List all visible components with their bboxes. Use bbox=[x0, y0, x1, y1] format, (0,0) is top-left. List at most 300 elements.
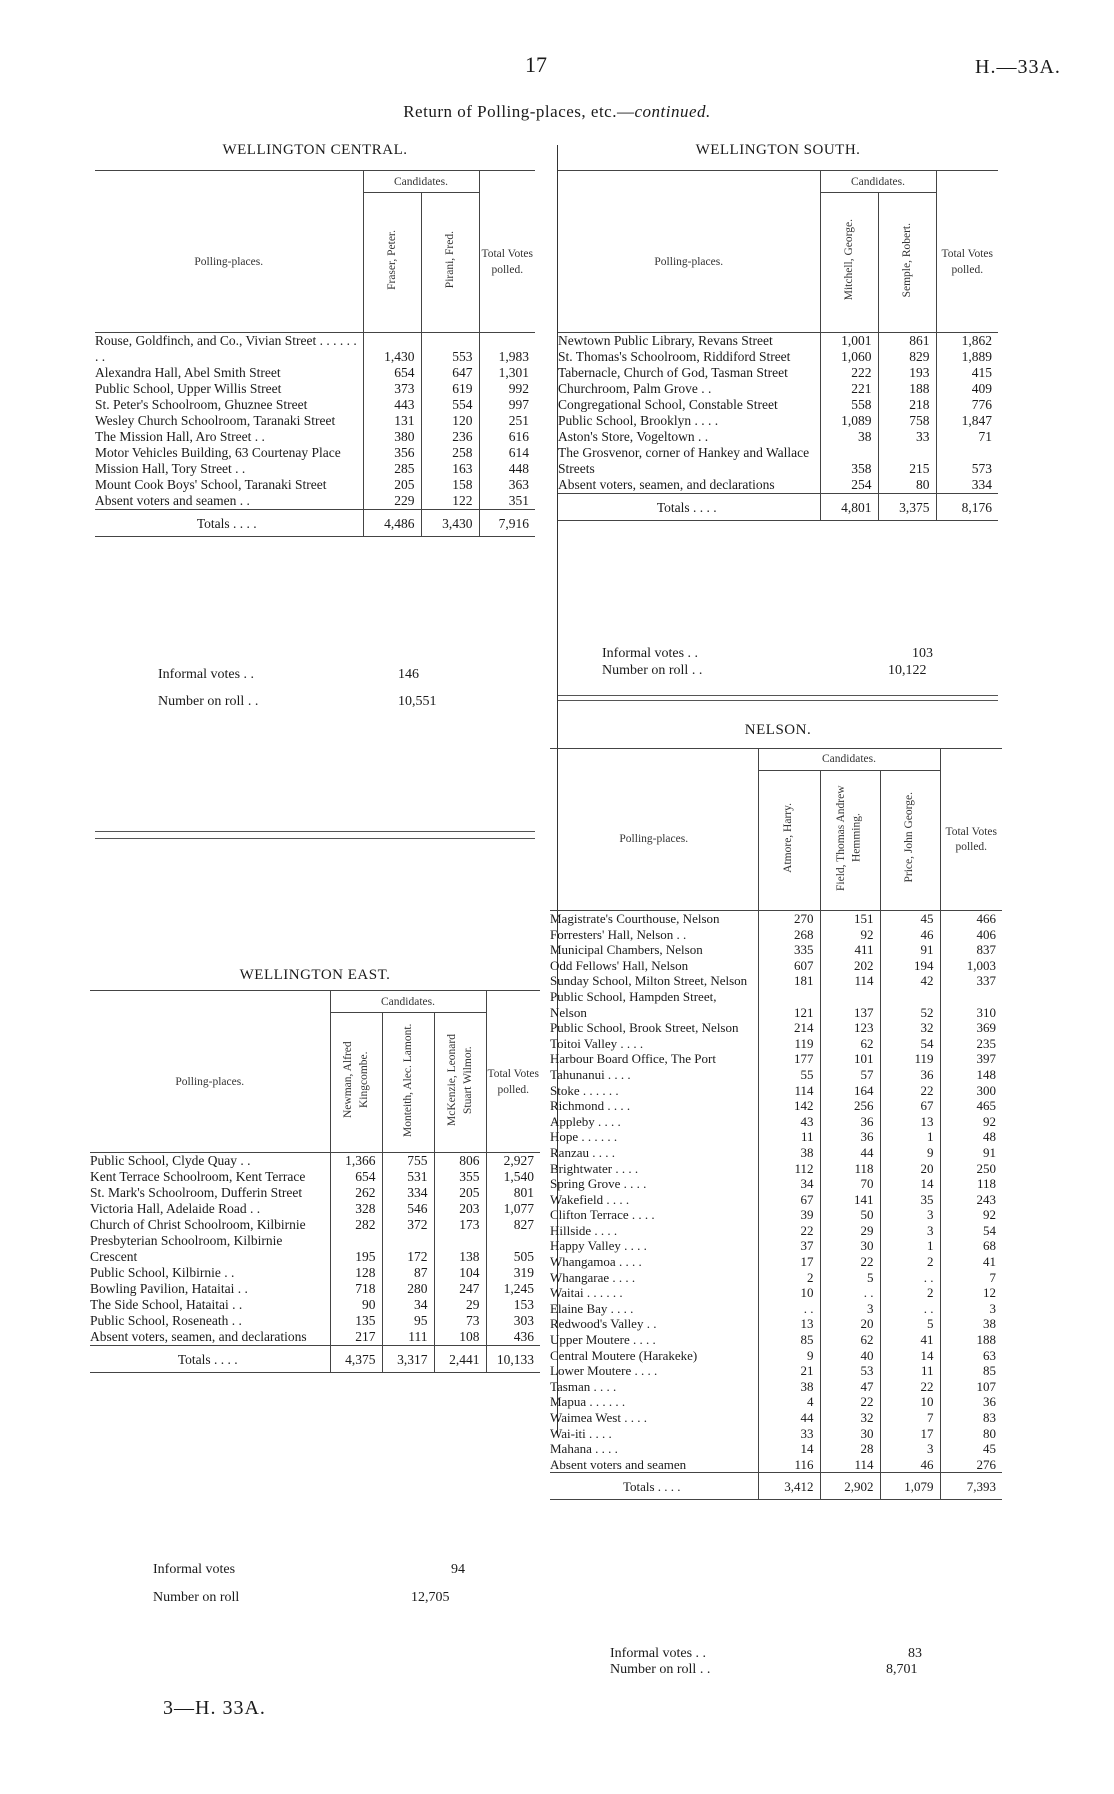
vote-cell: 30 bbox=[820, 1238, 880, 1254]
table-row bbox=[90, 1185, 540, 1201]
table-row bbox=[550, 1301, 1002, 1317]
polling-place: Wesley Church Schoolroom, Taranaki Street bbox=[95, 413, 336, 428]
total-cell: 80 bbox=[940, 1426, 1002, 1442]
candidate-header: Mitchell, George. bbox=[820, 193, 878, 333]
vote-cell: 172 bbox=[382, 1233, 434, 1265]
wellington-east-table bbox=[90, 990, 540, 1373]
vote-cell: 9 bbox=[758, 1348, 820, 1364]
table-row bbox=[550, 1098, 1002, 1114]
vote-cell: 70 bbox=[820, 1176, 880, 1192]
vote-cell: 20 bbox=[820, 1316, 880, 1332]
vote-cell: 214 bbox=[758, 1020, 820, 1036]
vote-cell: 256 bbox=[820, 1098, 880, 1114]
empty-header bbox=[95, 171, 363, 193]
table-row bbox=[95, 333, 535, 366]
vote-cell: 202 bbox=[820, 958, 880, 974]
table-row bbox=[95, 445, 535, 461]
total-cell: 397 bbox=[940, 1051, 1002, 1067]
vote-cell: 29 bbox=[820, 1223, 880, 1239]
polling-place: Presbyterian Schoolroom, Kilbirnie Crescent bbox=[90, 1233, 283, 1264]
vote-cell: 108 bbox=[434, 1329, 486, 1346]
totals-row bbox=[90, 1346, 540, 1373]
vote-cell: 114 bbox=[820, 1457, 880, 1473]
totals-cell: 7,393 bbox=[940, 1473, 1002, 1500]
polling-place: Sunday School, Milton Street, Nelson bbox=[550, 973, 748, 989]
total-cell: 337 bbox=[940, 973, 1002, 989]
total-cell: 38 bbox=[940, 1316, 1002, 1332]
vote-cell: 37 bbox=[758, 1238, 820, 1254]
table-row bbox=[550, 1051, 1002, 1067]
total-votes-header: Total Votes polled. bbox=[479, 193, 535, 333]
polling-place: Church of Christ Schoolroom, Kilbirnie bbox=[90, 1217, 306, 1232]
vote-cell: 29 bbox=[434, 1297, 486, 1313]
vote-cell: 194 bbox=[880, 958, 940, 974]
vote-cell: 14 bbox=[758, 1441, 820, 1457]
table-row bbox=[95, 365, 535, 381]
heading-main: Return of Polling-places, etc.— bbox=[403, 102, 635, 121]
vote-cell: 215 bbox=[878, 445, 936, 477]
candidates-header: Candidates. bbox=[363, 171, 479, 193]
vote-cell: 654 bbox=[363, 365, 421, 381]
table-row bbox=[550, 927, 1002, 943]
vote-cell: 3 bbox=[880, 1207, 940, 1223]
polling-place: Redwood's Valley . . bbox=[550, 1316, 657, 1332]
total-cell: 616 bbox=[479, 429, 535, 445]
total-cell: 310 bbox=[940, 989, 1002, 1020]
vote-cell: 236 bbox=[421, 429, 479, 445]
table-row bbox=[550, 1145, 1002, 1161]
polling-place: Clifton Terrace . . . . bbox=[550, 1207, 655, 1223]
vote-cell: 54 bbox=[880, 1036, 940, 1052]
vote-cell: 33 bbox=[878, 429, 936, 445]
vote-cell: 43 bbox=[758, 1114, 820, 1130]
candidate-header: McKenzie, Leonard Stuart Wilmor. bbox=[434, 1013, 486, 1153]
vote-cell: 104 bbox=[434, 1265, 486, 1281]
total-cell: 7 bbox=[940, 1270, 1002, 1286]
rule bbox=[558, 695, 998, 696]
vote-cell: 87 bbox=[382, 1265, 434, 1281]
total-cell: 153 bbox=[486, 1297, 540, 1313]
table-row bbox=[95, 429, 535, 445]
total-cell: 251 bbox=[479, 413, 535, 429]
vote-cell: 358 bbox=[820, 445, 878, 477]
vote-cell: 2 bbox=[880, 1254, 940, 1270]
wellington-south-table bbox=[558, 170, 998, 521]
vote-cell: 3 bbox=[880, 1441, 940, 1457]
vote-cell: 121 bbox=[758, 989, 820, 1020]
table-row bbox=[90, 1169, 540, 1185]
vote-cell: 85 bbox=[758, 1332, 820, 1348]
polling-place: Aston's Store, Vogeltown . . bbox=[558, 429, 709, 444]
vote-cell: 118 bbox=[820, 1161, 880, 1177]
polling-place: Spring Grove . . . . bbox=[550, 1176, 647, 1192]
vote-cell: 1,001 bbox=[820, 333, 878, 350]
total-cell: 827 bbox=[486, 1217, 540, 1233]
polling-place: Mapua . . . . . . bbox=[550, 1394, 626, 1410]
candidate-header: Fraser, Peter. bbox=[363, 193, 421, 333]
vote-cell: 181 bbox=[758, 973, 820, 989]
total-cell: 1,077 bbox=[486, 1201, 540, 1217]
totals-cell: 3,375 bbox=[878, 494, 936, 521]
vote-cell: 411 bbox=[820, 942, 880, 958]
vote-cell: 11 bbox=[880, 1363, 940, 1379]
table-row bbox=[90, 1313, 540, 1329]
vote-cell: 101 bbox=[820, 1051, 880, 1067]
vote-cell: 2 bbox=[880, 1285, 940, 1301]
vote-cell: 44 bbox=[820, 1145, 880, 1161]
table-row bbox=[95, 413, 535, 429]
totals-cell: 3,317 bbox=[382, 1346, 434, 1373]
table-row bbox=[558, 381, 998, 397]
vote-cell: 10 bbox=[758, 1285, 820, 1301]
vote-cell: . . bbox=[820, 1285, 880, 1301]
vote-cell: 7 bbox=[880, 1410, 940, 1426]
total-cell: 992 bbox=[479, 381, 535, 397]
table-row bbox=[550, 1394, 1002, 1410]
vote-cell: 1 bbox=[880, 1129, 940, 1145]
vote-cell: 53 bbox=[820, 1363, 880, 1379]
vote-cell: 120 bbox=[421, 413, 479, 429]
table-row bbox=[550, 1176, 1002, 1192]
table-row bbox=[95, 493, 535, 510]
total-cell: 1,862 bbox=[936, 333, 998, 350]
central-informal: Informal votes . . 146 bbox=[158, 667, 419, 682]
vote-cell: 193 bbox=[878, 365, 936, 381]
vote-cell: 128 bbox=[330, 1265, 382, 1281]
vote-cell: 217 bbox=[330, 1329, 382, 1346]
vote-cell: 38 bbox=[758, 1145, 820, 1161]
polling-place: Bowling Pavilion, Hataitai . . bbox=[90, 1281, 248, 1296]
polling-place: Richmond . . . . bbox=[550, 1098, 631, 1114]
vote-cell: 1,430 bbox=[363, 333, 421, 366]
vote-cell: 203 bbox=[434, 1201, 486, 1217]
table-row bbox=[550, 942, 1002, 958]
vote-cell: 443 bbox=[363, 397, 421, 413]
table-row bbox=[558, 397, 998, 413]
nelson-table bbox=[550, 748, 1002, 1500]
vote-cell: 114 bbox=[820, 973, 880, 989]
table-row bbox=[550, 1348, 1002, 1364]
table-row bbox=[550, 911, 1002, 927]
polling-place: Central Moutere (Harakeke) bbox=[550, 1347, 698, 1363]
totals-row bbox=[95, 510, 535, 537]
candidate-header: Price, John George. bbox=[880, 771, 940, 911]
vote-cell: 380 bbox=[363, 429, 421, 445]
vote-cell: 258 bbox=[421, 445, 479, 461]
totals-cell: 3,430 bbox=[421, 510, 479, 537]
page-signature: 3—H. 33A. bbox=[163, 1697, 266, 1719]
vote-cell: 50 bbox=[820, 1207, 880, 1223]
vote-cell: 123 bbox=[820, 1020, 880, 1036]
polling-place: The Grosvenor, corner of Hankey and Wallace Streets bbox=[558, 445, 810, 476]
vote-cell: 372 bbox=[382, 1217, 434, 1233]
nelson-roll: Number on roll . . 8,701 bbox=[610, 1662, 918, 1677]
vote-cell: 647 bbox=[421, 365, 479, 381]
vote-cell: 22 bbox=[758, 1223, 820, 1239]
vote-cell: 46 bbox=[880, 1457, 940, 1473]
total-cell: 107 bbox=[940, 1379, 1002, 1395]
page-number: 17 bbox=[525, 52, 547, 77]
vote-cell: 36 bbox=[880, 1067, 940, 1083]
vote-cell: 122 bbox=[421, 493, 479, 510]
total-cell: 334 bbox=[936, 477, 998, 494]
vote-cell: 131 bbox=[363, 413, 421, 429]
vote-cell: 188 bbox=[878, 381, 936, 397]
polling-place: Happy Valley . . . . bbox=[550, 1238, 647, 1254]
total-cell: 92 bbox=[940, 1207, 1002, 1223]
total-cell: 45 bbox=[940, 1441, 1002, 1457]
table-row bbox=[558, 445, 998, 477]
vote-cell: 80 bbox=[878, 477, 936, 494]
vote-cell: 173 bbox=[434, 1217, 486, 1233]
table-row bbox=[550, 1161, 1002, 1177]
candidate-header: Pirani, Fred. bbox=[421, 193, 479, 333]
vote-cell: 1,060 bbox=[820, 349, 878, 365]
table-row bbox=[95, 397, 535, 413]
vote-cell: 205 bbox=[363, 477, 421, 493]
vote-cell: 52 bbox=[880, 989, 940, 1020]
vote-cell: 1 bbox=[880, 1238, 940, 1254]
total-cell: 406 bbox=[940, 927, 1002, 943]
vote-cell: 755 bbox=[382, 1153, 434, 1170]
totals-row bbox=[558, 494, 998, 521]
south-informal: Informal votes . . 103 bbox=[602, 646, 933, 661]
vote-cell: 553 bbox=[421, 333, 479, 366]
wellington-central-table bbox=[95, 170, 535, 537]
table-row bbox=[550, 1067, 1002, 1083]
table-row bbox=[558, 349, 998, 365]
vote-cell: 11 bbox=[758, 1129, 820, 1145]
total-cell: 997 bbox=[479, 397, 535, 413]
polling-place: St. Mark's Schoolroom, Dufferin Street bbox=[90, 1185, 303, 1200]
total-cell: 91 bbox=[940, 1145, 1002, 1161]
polling-places-header: Polling-places. bbox=[550, 771, 758, 911]
polling-place: Tabernacle, Church of God, Tasman Street bbox=[558, 365, 788, 380]
vote-cell: 285 bbox=[363, 461, 421, 477]
polling-place: Toitoi Valley . . . . bbox=[550, 1035, 644, 1051]
polling-place: Public School, Upper Willis Street bbox=[95, 381, 282, 396]
vote-cell: 17 bbox=[758, 1254, 820, 1270]
totals-cell: 3,412 bbox=[758, 1473, 820, 1500]
vote-cell: 142 bbox=[758, 1098, 820, 1114]
vote-cell: 62 bbox=[820, 1332, 880, 1348]
table-row bbox=[550, 1192, 1002, 1208]
vote-cell: 270 bbox=[758, 911, 820, 927]
total-cell: 1,301 bbox=[479, 365, 535, 381]
total-votes-header: Total Votes polled. bbox=[486, 1013, 540, 1153]
polling-place: Public School, Hampden Street, Nelson bbox=[550, 988, 717, 1020]
vote-cell: 119 bbox=[758, 1036, 820, 1052]
polling-place: Magistrate's Courthouse, Nelson bbox=[550, 911, 720, 926]
table-row bbox=[550, 1379, 1002, 1395]
polling-place: Wakefield . . . . bbox=[550, 1191, 630, 1207]
total-cell: 1,847 bbox=[936, 413, 998, 429]
vote-cell: 1,089 bbox=[820, 413, 878, 429]
totals-label: Totals . . . . bbox=[95, 510, 363, 537]
nelson-informal: Informal votes . . 83 bbox=[610, 1646, 922, 1661]
total-cell: 2,927 bbox=[486, 1153, 540, 1170]
table-row bbox=[550, 1036, 1002, 1052]
polling-place: Newtown Public Library, Revans Street bbox=[558, 333, 773, 348]
empty-header bbox=[936, 171, 998, 193]
vote-cell: 282 bbox=[330, 1217, 382, 1233]
total-cell: 300 bbox=[940, 1083, 1002, 1099]
vote-cell: 158 bbox=[421, 477, 479, 493]
polling-place: Absent voters, seamen, and declarations bbox=[558, 477, 775, 492]
table-row bbox=[550, 973, 1002, 989]
vote-cell: 92 bbox=[820, 927, 880, 943]
total-cell: 573 bbox=[936, 445, 998, 477]
candidate-header: Newman, Alfred Kingcombe. bbox=[330, 1013, 382, 1153]
empty-header bbox=[90, 991, 330, 1013]
vote-cell: 195 bbox=[330, 1233, 382, 1265]
vote-cell: 90 bbox=[330, 1297, 382, 1313]
polling-place: Public School, Brooklyn . . . . bbox=[558, 413, 719, 428]
total-cell: 1,245 bbox=[486, 1281, 540, 1297]
total-cell: 837 bbox=[940, 942, 1002, 958]
vote-cell: 32 bbox=[880, 1020, 940, 1036]
table-row bbox=[558, 365, 998, 381]
polling-place: Kent Terrace Schoolroom, Kent Terrace bbox=[90, 1169, 306, 1184]
vote-cell: 5 bbox=[880, 1316, 940, 1332]
table-row bbox=[90, 1297, 540, 1313]
vote-cell: 13 bbox=[758, 1316, 820, 1332]
vote-cell: 28 bbox=[820, 1441, 880, 1457]
east-informal: Informal votes 94 bbox=[153, 1562, 465, 1577]
polling-place: Mission Hall, Tory Street . . bbox=[95, 461, 246, 476]
total-cell: 71 bbox=[936, 429, 998, 445]
table-row bbox=[550, 1020, 1002, 1036]
totals-cell: 4,801 bbox=[820, 494, 878, 521]
table-row bbox=[90, 1201, 540, 1217]
total-votes-header: Total Votes polled. bbox=[940, 771, 1002, 911]
table-row bbox=[550, 958, 1002, 974]
total-cell: 92 bbox=[940, 1114, 1002, 1130]
totals-cell: 10,133 bbox=[486, 1346, 540, 1373]
table-row bbox=[550, 1223, 1002, 1239]
polling-place: Hope . . . . . . bbox=[550, 1129, 618, 1145]
candidate-header: Atmore, Harry. bbox=[758, 771, 820, 911]
rule bbox=[95, 838, 535, 839]
empty-header bbox=[940, 749, 1002, 771]
totals-cell: 8,176 bbox=[936, 494, 998, 521]
south-roll: Number on roll . . 10,122 bbox=[602, 663, 927, 678]
vote-cell: 135 bbox=[330, 1313, 382, 1329]
table-row bbox=[558, 477, 998, 494]
total-cell: 363 bbox=[479, 477, 535, 493]
polling-place: Brightwater . . . . bbox=[550, 1160, 639, 1176]
vote-cell: 558 bbox=[820, 397, 878, 413]
totals-cell: 7,916 bbox=[479, 510, 535, 537]
table-row bbox=[550, 1363, 1002, 1379]
section-title-nelson: NELSON. bbox=[744, 722, 812, 738]
vote-cell: 205 bbox=[434, 1185, 486, 1201]
total-cell: 68 bbox=[940, 1238, 1002, 1254]
polling-place: Elaine Bay . . . . bbox=[550, 1300, 634, 1316]
total-votes-header: Total Votes polled. bbox=[936, 193, 998, 333]
polling-place: Appleby . . . . bbox=[550, 1113, 621, 1129]
table-row bbox=[95, 381, 535, 397]
polling-place: Hillside . . . . bbox=[550, 1222, 618, 1238]
table-row bbox=[550, 1207, 1002, 1223]
vote-cell: . . bbox=[880, 1301, 940, 1317]
polling-place: Tahunanui . . . . bbox=[550, 1066, 631, 1082]
candidate-header: Field, Thomas Andrew Hemming. bbox=[820, 771, 880, 911]
vote-cell: 141 bbox=[820, 1192, 880, 1208]
total-cell: 243 bbox=[940, 1192, 1002, 1208]
polling-place: Absent voters and seamen bbox=[550, 1456, 687, 1472]
vote-cell: 32 bbox=[820, 1410, 880, 1426]
vote-cell: 22 bbox=[880, 1379, 940, 1395]
totals-cell: 2,441 bbox=[434, 1346, 486, 1373]
polling-place: The Mission Hall, Aro Street . . bbox=[95, 429, 265, 444]
table-row bbox=[550, 1254, 1002, 1270]
table-row bbox=[90, 1265, 540, 1281]
polling-place: Public School, Kilbirnie . . bbox=[90, 1265, 235, 1280]
polling-place: Public School, Clyde Quay . . bbox=[90, 1153, 251, 1168]
vote-cell: 4 bbox=[758, 1394, 820, 1410]
total-cell: 3 bbox=[940, 1301, 1002, 1317]
vote-cell: 39 bbox=[758, 1207, 820, 1223]
vote-cell: 22 bbox=[880, 1083, 940, 1099]
total-cell: 319 bbox=[486, 1265, 540, 1281]
table-row bbox=[558, 413, 998, 429]
vote-cell: 177 bbox=[758, 1051, 820, 1067]
polling-place: Whangamoa . . . . bbox=[550, 1254, 642, 1270]
polling-place: Forresters' Hall, Nelson . . bbox=[550, 926, 687, 942]
table-body bbox=[95, 333, 535, 537]
vote-cell: 328 bbox=[330, 1201, 382, 1217]
table-row bbox=[550, 1129, 1002, 1145]
table-row bbox=[550, 1410, 1002, 1426]
polling-place: Rouse, Goldfinch, and Co., Vivian Street . . . . . . . . bbox=[95, 333, 357, 364]
empty-header bbox=[550, 749, 758, 771]
polling-place: Alexandra Hall, Abel Smith Street bbox=[95, 365, 281, 380]
vote-cell: 22 bbox=[820, 1254, 880, 1270]
total-cell: 48 bbox=[940, 1129, 1002, 1145]
vote-cell: 33 bbox=[758, 1426, 820, 1442]
vote-cell: 38 bbox=[820, 429, 878, 445]
vote-cell: 546 bbox=[382, 1201, 434, 1217]
vote-cell: 55 bbox=[758, 1067, 820, 1083]
vote-cell: 13 bbox=[880, 1114, 940, 1130]
table-row bbox=[550, 1441, 1002, 1457]
empty-header bbox=[558, 171, 820, 193]
vote-cell: . . bbox=[758, 1301, 820, 1317]
vote-cell: 17 bbox=[880, 1426, 940, 1442]
vote-cell: 95 bbox=[382, 1313, 434, 1329]
polling-place: Absent voters, seamen, and declarations bbox=[90, 1329, 307, 1344]
vote-cell: 356 bbox=[363, 445, 421, 461]
candidates-header: Candidates. bbox=[758, 749, 940, 771]
polling-place: Whangarae . . . . bbox=[550, 1269, 636, 1285]
vote-cell: 40 bbox=[820, 1348, 880, 1364]
total-cell: 12 bbox=[940, 1285, 1002, 1301]
vote-cell: 21 bbox=[758, 1363, 820, 1379]
vote-cell: 14 bbox=[880, 1348, 940, 1364]
total-cell: 85 bbox=[940, 1363, 1002, 1379]
vote-cell: 22 bbox=[820, 1394, 880, 1410]
vote-cell: 335 bbox=[758, 942, 820, 958]
total-cell: 1,889 bbox=[936, 349, 998, 365]
vote-cell: 91 bbox=[880, 942, 940, 958]
vote-cell: . . bbox=[880, 1270, 940, 1286]
empty-header bbox=[486, 991, 540, 1013]
table-body bbox=[550, 911, 1002, 1500]
table-body bbox=[558, 333, 998, 521]
vote-cell: 806 bbox=[434, 1153, 486, 1170]
table-row bbox=[90, 1153, 540, 1170]
